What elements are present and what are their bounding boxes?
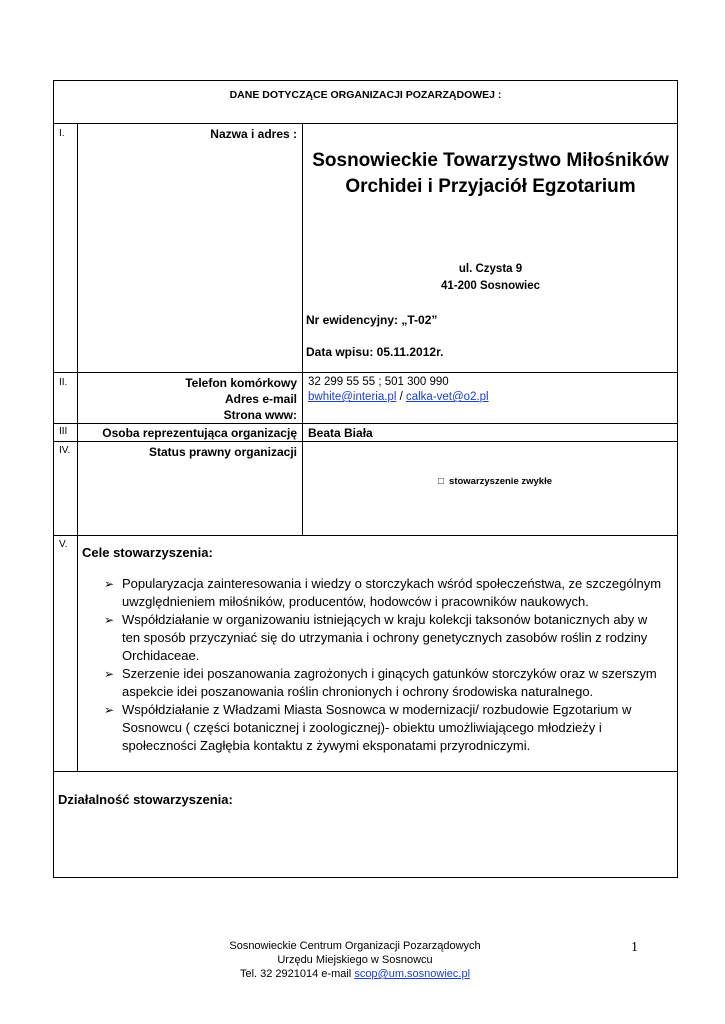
label-www: Strona www: <box>223 408 297 422</box>
email-separator: / <box>396 391 406 403</box>
legal-status-value: stowarzyszenie zwykłe <box>449 476 552 487</box>
label-legal-status: Status prawny organizacji <box>148 445 297 459</box>
footer-phone: Tel. 32 2921014 e-mail <box>239 968 355 980</box>
footer-line: Sosnowieckie Centrum Organizacji Pozarządowych <box>229 940 481 952</box>
goal-line: uwzględnieniem miłośników, producentów, hodowców i pracowników naukowych. <box>122 594 589 609</box>
row-number: III <box>59 426 68 437</box>
goal-line: aspekcie idei poszanowania roślin chronionych i ochrony środowiska naturalnego. <box>122 684 594 699</box>
phone-numbers: 32 299 55 55 ; 501 300 990 <box>308 376 449 388</box>
goal-line: Współdziałanie z Władzami Miasta Sosnowca w modernizacji/ rozbudowie Egzotarium w <box>122 702 632 717</box>
form-header: DANE DOTYCZĄCE ORGANIZACJI POZARZĄDOWEJ : <box>229 89 502 101</box>
legal-status <box>438 476 552 487</box>
activity-title: Działalność stowarzyszenia: <box>58 792 233 807</box>
goal-line: Szerzenie idei poszanowania zagrożonych i ginących gatunków storczyków oraz w szerszym <box>122 666 657 681</box>
divider <box>53 771 678 772</box>
label-representative: Osoba reprezentująca organizację <box>102 426 297 440</box>
goal-line: Współdziałanie w organizowaniu istniejących w kraju kolekcji taksonów botanicznych aby w <box>122 612 648 627</box>
goals-title: Cele stowarzyszenia: <box>82 545 213 560</box>
footer-email-link[interactable]: scop@um.sosnowiec.pl <box>354 968 471 980</box>
goal-line: Sosnowcu ( części botanicznej i zoologicznej)- obiektu umożliwiającego młodzieży i <box>122 720 602 735</box>
organization-name-line: Orchidei i Przyjaciół Egzotarium <box>345 176 636 197</box>
email-addresses <box>308 390 489 405</box>
divider <box>53 423 678 424</box>
page-number: 1 <box>631 940 638 955</box>
list-item <box>104 701 672 755</box>
list-item <box>104 575 672 611</box>
email-link[interactable]: bwhite@interia.pl <box>308 391 397 403</box>
address-city: 41-200 Sosnowiec <box>440 280 541 292</box>
page-footer <box>185 939 525 981</box>
arrow-bullet-icon: ➢ <box>104 613 115 627</box>
list-item <box>104 611 672 665</box>
label-email: Adres e-mail <box>224 392 297 406</box>
list-item <box>104 665 672 701</box>
row-number: I. <box>59 128 65 139</box>
goal-line: społeczności Zagłębia kontaktu z żywymi eksponatami przyrodniczymi. <box>122 738 531 753</box>
arrow-bullet-icon: ➢ <box>104 703 115 717</box>
organization-address <box>303 261 678 295</box>
divider <box>53 123 678 124</box>
organization-name-line: Sosnowieckie Towarzystwo Miłośników <box>312 150 669 171</box>
row-number: IV. <box>59 445 71 456</box>
goal-line: ten sposób przyczyniać się do utrzymania i ochrony genetycznych zasobów roślin z rodziny <box>122 630 648 645</box>
label-phone: Telefon komórkowy <box>185 376 297 390</box>
divider <box>53 372 678 373</box>
arrow-bullet-icon: ➢ <box>104 577 115 591</box>
label-name-address: Nazwa i adres : <box>210 127 297 141</box>
registration-number: Nr ewidencyjny: „T-02” <box>306 313 438 327</box>
footer-line <box>185 967 525 981</box>
column-divider <box>77 123 78 771</box>
representative-name: Beata Biała <box>308 426 373 440</box>
divider <box>53 441 678 442</box>
footer-line: Urzędu Miejskiego w Sosnowcu <box>277 954 433 966</box>
registration-date: Data wpisu: 05.11.2012r. <box>306 345 444 359</box>
row-number: V. <box>59 539 68 550</box>
goal-line: Popularyzacja zainteresowania i wiedzy o storczykach wśród społeczeństwa, ze szczególnym <box>122 576 662 591</box>
checkbox-icon: □ <box>438 476 444 487</box>
row-number: II. <box>59 377 68 388</box>
address-street: ul. Czysta 9 <box>458 263 523 275</box>
arrow-bullet-icon: ➢ <box>104 667 115 681</box>
goals-list <box>104 575 672 755</box>
email-link[interactable]: calka-vet@o2.pl <box>405 391 489 403</box>
goal-line: Orchidaceae. <box>122 648 200 663</box>
divider <box>53 535 678 536</box>
organization-name <box>303 148 678 200</box>
